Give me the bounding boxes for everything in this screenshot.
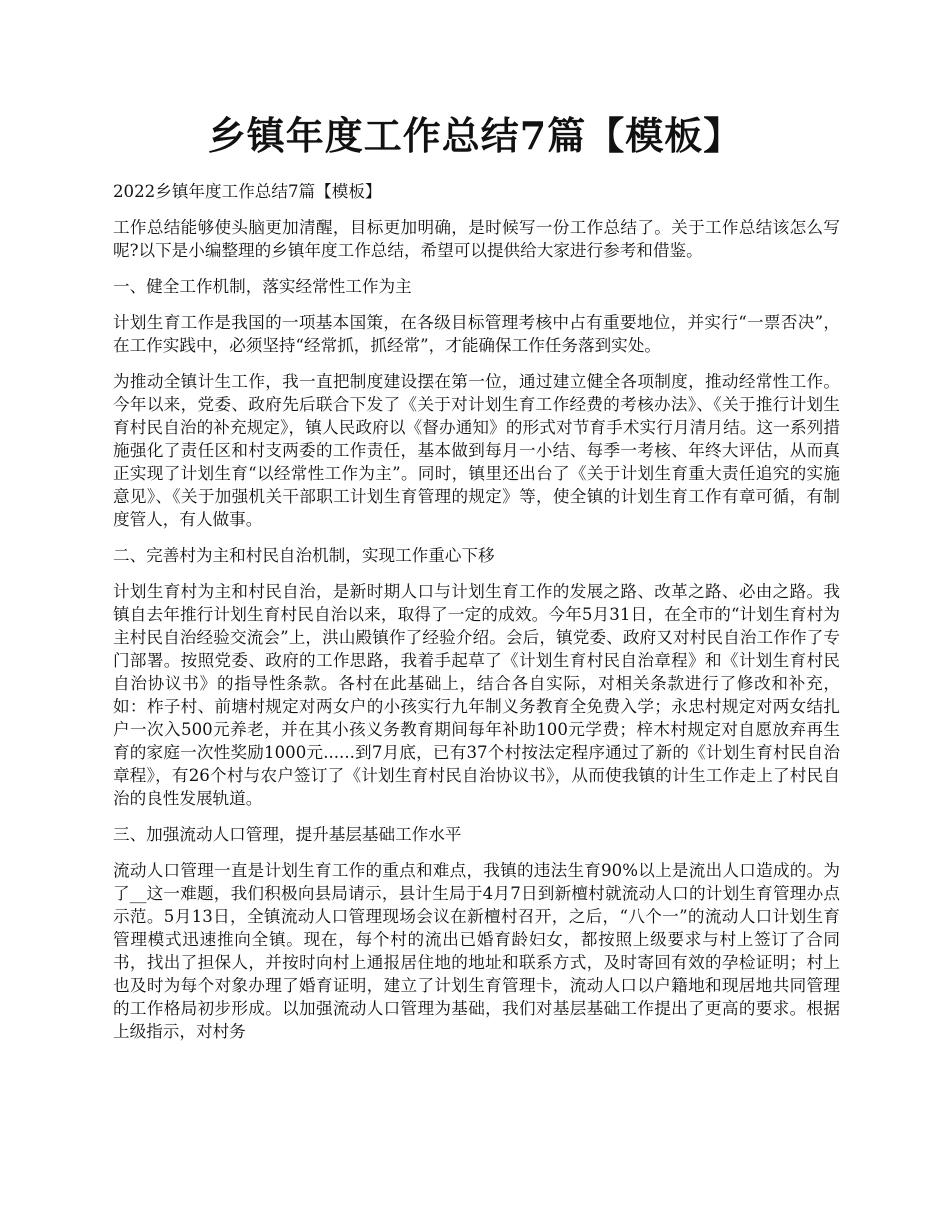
document-title: 乡镇年度工作总结7篇【模板】 (207, 113, 743, 158)
section3-heading: 三、加强流动人口管理，提升基层基础工作水平 (113, 825, 462, 844)
intro-paragraph: 工作总结能够使头脑更加清醒，目标更加明确，是时候写一份工作总结了。关于工作总结该怎么写呢?以下是小编整理的乡镇年度工作总结，希望可以提供给大家进行参考和借鉴。 (113, 218, 840, 260)
document-subtitle: 2022乡镇年度工作总结7篇【模板】 (113, 182, 382, 201)
section2-heading: 二、完善村为主和村民自治机制，实现工作重心下移 (113, 546, 495, 565)
section1-paragraph-1: 计划生育工作是我国的一项基本国策，在各级目标管理考核中占有重要地位，并实行“一票否决”，在工作实践中，必须坚持“经常抓，抓经常”，才能确保工作任务落到实处。 (113, 313, 840, 355)
section1-heading: 一、健全工作机制，落实经常性工作为主 (113, 277, 412, 296)
document-body (113, 180, 840, 1056)
section2-paragraph-1: 计划生育村为主和村民自治，是新时期人口与计划生育工作的发展之路、改革之路、必由之路。我镇自去年推行计划生育村民自治以来，取得了一定的成效。今年5月31日，在全市的“计划生育村为主村民自治经验交流会”上，洪山殿镇作了经验介绍。会后，镇党委、政府又对村民自治工作作了专门部署。按照党委、政府的工作思路，我着手起草了《计划生育村民自治章程》和《计划生育村民自治协议书》的指导性条款。各村在此基础上，结合各自实际，对相关条款进行了修改和补充，如：柞子村、前塘村规定对两女户的小孩实行九年制义务教育全免费入学；永忠村规定对两女结扎户一次入500元养老，并在其小孩义务教育期间每年补助100元学费；梓木村规定对自愿放弃再生育的家庭一次性奖励1000元......到7月底，已有37个村按法定程序通过了新的《计划生育村民自治章程》，有26个村与农户签订了《计划生育村民自治协议书》，从而使我镇的计生工作走上了村民自治的良性发展轨道。 (113, 582, 840, 808)
section1-paragraph-2: 为推动全镇计生工作，我一直把制度建设摆在第一位，通过建立健全各项制度，推动经常性工作。今年以来，党委、政府先后联合下发了《关于对计划生育工作经费的考核办法》、《关于推行计划生育村民自治的补充规定》，镇人民政府以《督办通知》的形式对节育手术实行月清月结。这一系列措施强化了责任区和村支两委的工作责任，基本做到每月一小结、每季一考核、年终大评估，从而真正实现了计划生育“以经常性工作为主”。同时，镇里还出台了《关于计划生育重大责任追究的实施意见》、《关于加强机关干部职工计划生育管理的规定》等，使全镇的计划生育工作有章可循，有制度管人，有人做事。 (113, 372, 840, 529)
section3-paragraph-1: 流动人口管理一直是计划生育工作的重点和难点，我镇的违法生育90%以上是流出人口造成的。为了__这一难题，我们积极向县局请示，县计生局于4月7日到新檀村就流动人口的计划生育管理办点示范。5月13日，全镇流动人口管理现场会议在新檀村召开，之后，“八个一”的流动人口计划生育管理模式迅速推向全镇。现在，每个村的流出已婚育龄妇女，都按照上级要求与村上签订了合同书，找出了担保人，并按时向村上通报居住地的地址和联系方式，及时寄回有效的孕检证明；村上也及时为每个对象办理了婚育证明，建立了计划生育管理卡，流动人口以户籍地和现居地共同管理的工作格局初步形成。以加强流动人口管理为基础，我们对基层基础工作提出了更高的要求。根据上级指示，对村务 (113, 861, 840, 1041)
